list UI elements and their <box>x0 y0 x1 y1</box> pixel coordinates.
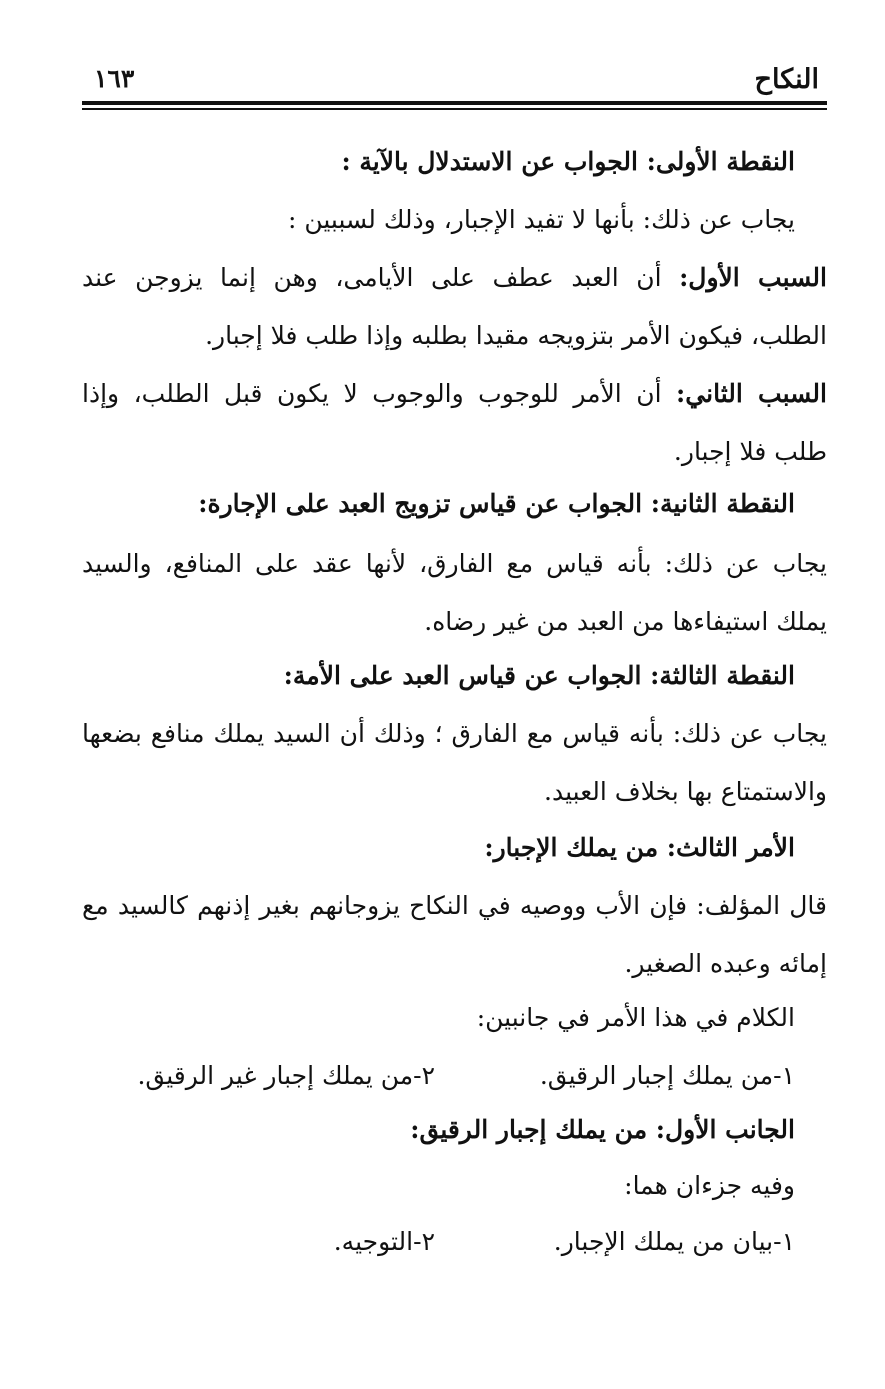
heading-first-side: الجانب الأول: من يملك إجبار الرقيق: <box>410 1115 795 1144</box>
list-row <box>82 1056 795 1096</box>
running-header <box>82 62 827 98</box>
list-item: ١-من يملك إجبار الرقيق. <box>539 1061 795 1090</box>
list-item: ٢-من يملك إجبار غير الرقيق. <box>137 1061 435 1090</box>
heading-point-three: النقطة الثالثة: الجواب عن قياس العبد على الأمة: <box>283 661 795 690</box>
paragraph-line: طلب فلا إجبار. <box>673 437 827 466</box>
header-rule-thick <box>82 101 827 105</box>
list-item: ٢-التوجيه. <box>333 1227 435 1256</box>
list-row <box>82 1222 795 1262</box>
paragraph-line: الكلام في هذا الأمر في جانبين: <box>476 1003 795 1032</box>
reason-two-text: أن الأمر للوجوب والوجوب لا يكون قبل الطلب، وإذا <box>82 379 662 408</box>
paragraph-line <box>82 374 827 414</box>
chapter-title: النكاح <box>754 64 819 95</box>
paragraph-line: وفيه جزءان هما: <box>624 1171 795 1200</box>
list-item: ١-بيان من يملك الإجبار. <box>553 1227 795 1256</box>
reason-one-text: أن العبد عطف على الأيامى، وهن إنما يزوجن عند <box>82 263 662 292</box>
paragraph-line: يجاب عن ذلك: بأنها لا تفيد الإجبار، وذلك لسببين : <box>287 205 795 234</box>
paragraph-line: قال المؤلف: فإن الأب ووصيه في النكاح يزوجانهم بغير إذنهم كالسيد مع <box>82 891 827 920</box>
heading-point-two: النقطة الثانية: الجواب عن قياس تزويج العبد على الإجارة: <box>198 489 795 518</box>
paragraph-line: يجاب عن ذلك: بأنه قياس مع الفارق ؛ وذلك أن السيد يملك منافع بضعها <box>82 719 827 748</box>
paragraph-line: والاستمتاع بها بخلاف العبيد. <box>544 777 827 806</box>
paragraph-line <box>82 258 827 298</box>
reason-two-label: السبب الثاني: <box>676 379 827 408</box>
reason-one-label: السبب الأول: <box>679 263 827 292</box>
page-number: ١٦٣ <box>94 64 135 93</box>
paragraph-line: الطلب، فيكون الأمر بتزويجه مقيدا بطلبه وإذا طلب فلا إجبار. <box>205 321 827 350</box>
paragraph-line: يجاب عن ذلك: بأنه قياس مع الفارق، لأنها عقد على المنافع، والسيد <box>82 549 827 578</box>
heading-third-matter: الأمر الثالث: من يملك الإجبار: <box>484 833 795 862</box>
heading-point-one: النقطة الأولى: الجواب عن الاستدلال بالآية : <box>341 147 795 176</box>
header-rule-thin <box>82 108 827 110</box>
paragraph-line: إمائه وعبده الصغير. <box>624 949 827 978</box>
paragraph-line: يملك استيفاءها من العبد من غير رضاه. <box>424 607 827 636</box>
